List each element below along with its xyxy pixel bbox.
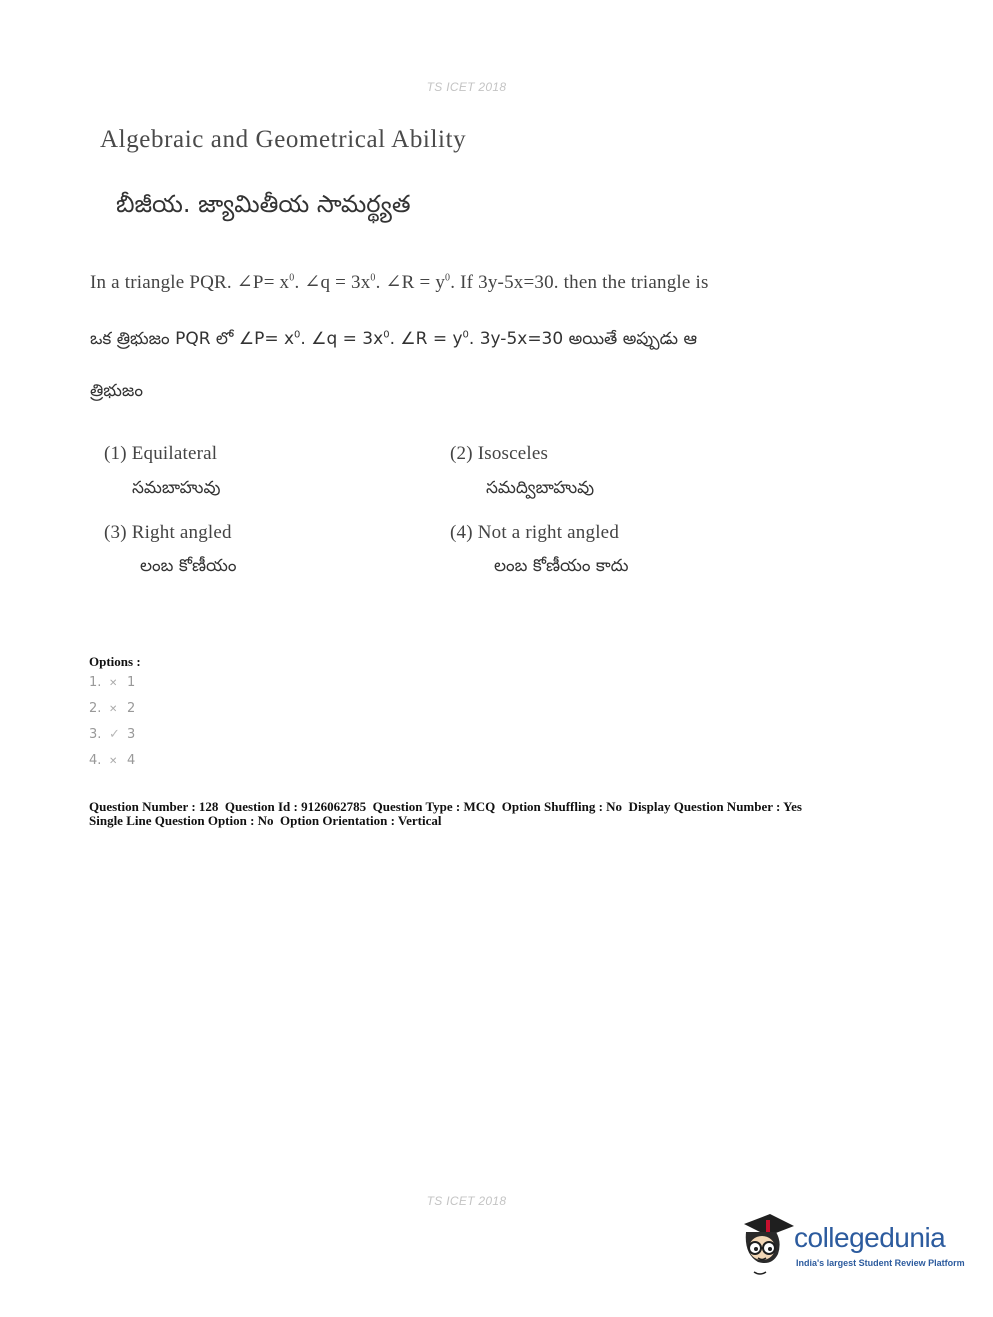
checkmark-icon: ✓ bbox=[109, 727, 120, 742]
option-number: 3. bbox=[89, 727, 102, 742]
metadata-line-1: Question Number : 128 Question Id : 9126062785 Question Type : MCQ Option Shuffling : No Display Question Number : Yes bbox=[89, 799, 802, 814]
option-value: 2 bbox=[127, 701, 136, 716]
choice-4-english: (4) Not a right angled bbox=[450, 522, 620, 543]
choice-4-telugu: లంబ కోణీయం కాదు bbox=[494, 556, 629, 576]
metadata-line-2: Single Line Question Option : No Option Orientation : Vertical bbox=[89, 813, 442, 828]
question-metadata bbox=[89, 800, 802, 828]
choice-2-telugu: సమద్విబాహువు bbox=[486, 478, 595, 498]
option-number: 1. bbox=[89, 675, 102, 690]
choice-1-english: (1) Equilateral bbox=[104, 443, 218, 464]
choice-3-english: (3) Right angled bbox=[104, 522, 232, 543]
choice-3-telugu: లంబ కోణీయం bbox=[140, 556, 237, 576]
option-number: 4. bbox=[89, 753, 102, 768]
section-title-telugu: బీజీయ. జ్యామితీయ సామర్థ్యత bbox=[116, 190, 411, 218]
choice-1-telugu: సమబాహువు bbox=[132, 478, 221, 498]
question-text-english: In a triangle PQR. ∠P= $x^0$. ∠q = $3x^0$. ∠R = $y^0$. If 3y-5x=30. then the triangle is bbox=[90, 272, 709, 293]
section-title: Algebraic and Geometrical Ability bbox=[100, 126, 467, 153]
watermark-top: TS ICET 2018 bbox=[426, 80, 507, 94]
logo-wordmark: collegedunia bbox=[794, 1222, 946, 1253]
option-value: 1 bbox=[127, 675, 136, 690]
option-row-1 bbox=[89, 675, 135, 690]
collegedunia-logo bbox=[736, 1210, 966, 1280]
logo-tagline: India's largest Student Review Platform bbox=[796, 1258, 965, 1268]
option-row-2 bbox=[89, 701, 135, 716]
options-label: Options : bbox=[89, 654, 141, 669]
choice-2-english: (2) Isosceles bbox=[450, 443, 549, 464]
option-value: 3 bbox=[127, 727, 136, 742]
cross-icon: ✕ bbox=[109, 756, 118, 767]
cross-icon: ✕ bbox=[109, 704, 118, 715]
question-text-telugu: ఒక త్రిభుజం PQR లో ∠P= $x^0$. ∠q = $3x^0$. ∠R = $y^0$. 3y-5x=30 అయితే అప్పుడు ఆ bbox=[90, 329, 698, 349]
question-text-telugu-line2: త్రిభుజం bbox=[90, 381, 143, 401]
mascot-icon bbox=[736, 1210, 796, 1280]
cross-icon: ✕ bbox=[109, 678, 118, 689]
watermark-bottom: TS ICET 2018 bbox=[426, 1194, 507, 1208]
option-row-4 bbox=[89, 753, 135, 768]
option-number: 2. bbox=[89, 701, 102, 716]
option-row-3 bbox=[89, 727, 135, 742]
option-value: 4 bbox=[127, 753, 136, 768]
